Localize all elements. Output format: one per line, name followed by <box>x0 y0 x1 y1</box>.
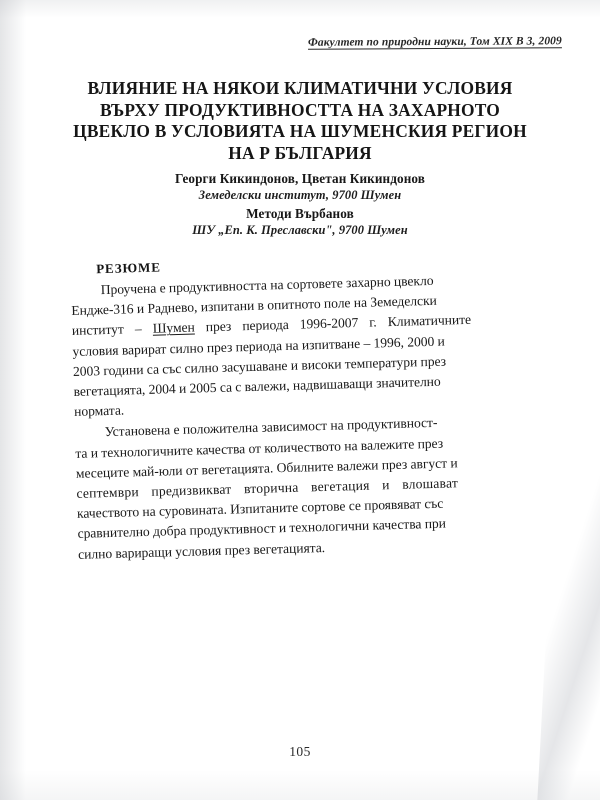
abstract-line: условия варират силно през периода на изпитване – 1996, 2000 и <box>72 333 445 359</box>
title-line-2: ВЪРХУ ПРОДУКТИВНОСТТА НА ЗАХАРНОТО <box>99 99 501 120</box>
abstract-line: нормата. <box>73 402 125 420</box>
author-affiliation-secondary: ШУ „Еп. К. Преславски", 9700 Шумен <box>192 222 408 237</box>
abstract-heading: РЕЗЮМЕ <box>95 259 162 277</box>
page-number: 105 <box>289 744 311 759</box>
abstract-line: 2003 години са със силно засушаване и високи температури през <box>72 353 447 379</box>
author-affiliation-primary: Земеделски институт, 9700 Шумен <box>198 188 402 202</box>
abstract-underlined-word: Шумен <box>152 319 195 337</box>
author-names-secondary: Методи Върбанов <box>246 205 354 221</box>
abstract-line-suffix: през периода 1996-2007 г. Климатичните <box>194 312 472 335</box>
title-line-4: НА Р БЪЛГАРИЯ <box>228 142 372 163</box>
abstract-line: вегетацията, 2004 и 2005 са с валежи, надвишаващи значително <box>73 373 441 399</box>
abstract-line: Проучена е продуктивността на сортовете захарно цвекло <box>100 272 434 298</box>
running-head: Факултет по природни науки, Том XIX В 3, 2009 <box>308 35 563 49</box>
scan-edge-right-shadow <box>536 298 600 800</box>
abstract-line-prefix: институт – <box>71 321 153 339</box>
title-line-3: ЦВЕКЛО В УСЛОВИЯТА НА ШУМЕНСКИЯ РЕГИОН <box>73 121 527 141</box>
author-names-primary: Георги Кикиндонов, Цветан Кикиндонов <box>174 171 425 186</box>
abstract-line: септември предизвикват вторична вегетация и влошават <box>76 475 459 501</box>
abstract-line: Ендже-316 и Раднево, изпитани в опитното поле на Земеделски <box>71 292 437 319</box>
abstract-line: Установена е положителна зависимост на продуктивност- <box>104 415 438 440</box>
abstract-line: силно вариращи условия през вегетацията. <box>77 539 326 562</box>
abstract-line: та и технологичните качества от количеството на валежите през <box>75 435 444 461</box>
page-title <box>46 78 554 164</box>
scan-edge-bottom-shadow <box>0 770 600 800</box>
author-block <box>46 170 554 239</box>
scan-edge-top-shadow <box>0 0 600 18</box>
abstract-section <box>70 249 536 565</box>
title-line-1: ВЛИЯНИЕ НА НЯКОИ КЛИМАТИЧНИ УСЛОВИЯ <box>87 78 513 98</box>
abstract-line: сравнително добра продуктивност и технологични качества при <box>77 516 447 542</box>
scan-edge-left-shadow <box>0 0 26 800</box>
abstract-line: месеците май-юли от вегетацията. Обилните валежи през август и <box>75 455 458 481</box>
abstract-line: качеството на суровината. Изпитаните сортове се проявяват със <box>76 495 444 522</box>
